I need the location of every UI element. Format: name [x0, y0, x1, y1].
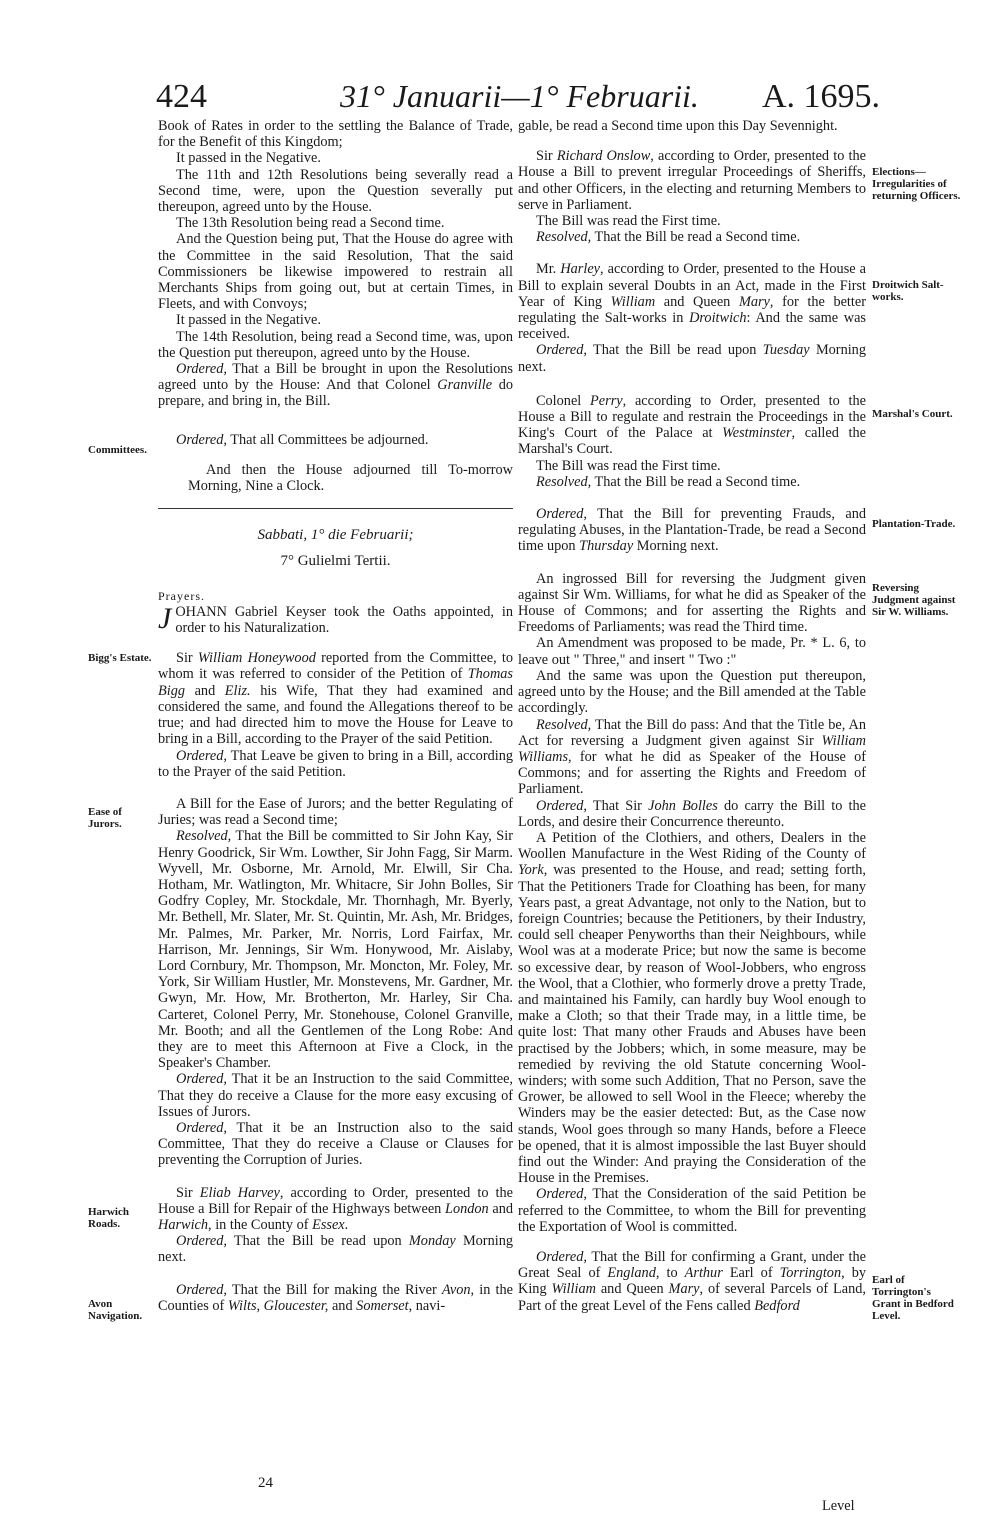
paragraph: Ordered, That the Bill for confirming a Grant, under the Great Seal of England, to Arthur Earl of Torrington, by King William and Queen Mary, of several Parcels of Land, Part of the great Level of the Fens called Bedford	[518, 1249, 867, 1314]
adjournment: And then the House adjourned till To-morrow Morning, Nine a Clock.	[188, 461, 513, 495]
paragraph: And the Question being put, That the House do agree with the Committee in the said Resolution, That the said Commissioners be likewise impowered to restrain all Merchants Ships from going out, but at certain Times, in Fleets, and with Convoys;	[158, 231, 513, 313]
paragraph: An Amendment was proposed to be made, Pr. * L. 6, to leave out " Three," and insert " Two :"	[518, 635, 866, 668]
paragraph: It passed in the Negative.	[176, 150, 321, 167]
paragraph: An ingrossed Bill for reversing the Judgment given against Sir Wm. Williams, for what he did as Speaker of the House of Commons; and for asserting the Rights and Freedoms of Parliaments; was read the Third time.	[518, 570, 866, 636]
paragraph: The 14th Resolution, being read a Second time, was, upon the Question put thereupon, agreed unto by the House.	[158, 328, 513, 361]
paragraph: Ordered, That all Committees be adjourned.	[176, 431, 429, 448]
paragraph: The 13th Resolution being read a Second time.	[176, 215, 445, 232]
page-header	[150, 70, 880, 122]
right-column	[518, 118, 866, 1314]
paragraph: Resolved, That the Bill be committed to Sir John Kay, Sir Henry Goodrick, Sir Wm. Lowther, Sir John Fagg, Sir Marm. Wyvell, Mr. Osborne, Mr. Arnold, Mr. Elwill, Sir Cha. Hotham, Mr. Watlington, Mr. Whitacre, Sir John Bolles, Sir Godfry Copley, Mr. Stockdale, Mr. Thornhagh, Mr. Byerly, Mr. Bethell, Mr. Slater, Mr. St. Quintin, Mr. Ash, Mr. Bridges, Mr. Palmes, Mr. Parker, Mr. Norris, Lord Fairfax, Mr. Harrison, Mr. Jennings, Sir Wm. Honywood, Mr. Aislaby, Lord Cornbury, Mr. Thompson, Mr. Moncton, Mr. Foley, Mr. York, Sir William Hustler, Mr. Monstevens, Mr. Gardner, Mr. Gwyn, Mr. How, Mr. Brotherton, Mr. Harley, Sir Cha. Carteret, Colonel Perry, Mr. Stonehouse, Colonel Granville, Mr. Booth; and all the Gentlemen of the Long Robe: And they are to meet this Afternoon at Five a Clock, in the Speaker's Chamber.	[158, 828, 513, 1072]
paragraph: Ordered, That Leave be given to bring in a Bill, according to the Prayer of the said Petition.	[158, 747, 513, 780]
paragraph: Ordered, That the Bill for making the River Avon, in the Counties of Wilts, Gloucester, and Somerset, navi-	[158, 1281, 513, 1314]
section-divider	[158, 508, 513, 509]
paragraph: Ordered, That it be an Instruction also to the said Committee, That they do receive a Clause or Clauses for preventing the Corruption of Juries.	[158, 1119, 513, 1169]
paragraph: Book of Rates in order to the settling the Balance of Trade, for the Benefit of this Kingdom;	[158, 118, 513, 151]
signature-mark: 24	[258, 1475, 273, 1491]
page-number: 424	[156, 78, 207, 115]
catchword: Level	[822, 1498, 855, 1514]
paragraph: Sir William Honeywood reported from the Committee, to whom it was referred to consider of the Petition of Thomas Bigg and Eliz. his Wife, That they had examined and considered the same, and found the Allegations thereof to be true; and had directed him to move the House for Leave to bring in a Bill, according to the Prayer of the said Petition.	[158, 650, 513, 748]
page-year: A. 1695.	[761, 78, 880, 115]
paragraph: A Petition of the Clothiers, and others, Dealers in the Woollen Manufacture in the West Riding of the County of York, was presented to the House, and read; setting forth, That the Petitioners Trade for Cloathing has been, for many Years past, a great Advantage, not only to the Nation, but to foreign Countries; because the Petitioners, by their Industry, could sell cheaper Penyworths than their Neighbours, while Wool was at a moderate Price; but now the same is become so excessive dear, by reason of Wool-Jobbers, who engross the Wool, that a Clothier, who formerly drove a pretty Trade, and maintained his Family, can hardly buy Wool enough to make a Cloth; so that their Trade may, in a little time, be quite lost: That many other Frauds and Abuses have been practised by the Jobbers; which, in some measure, may be remedied by reviving the old Statute concerning Wool-winders; with some such Addition, That no Person, save the Grower, be allowed to sell Wool in the Fleece; whereby the Winders may be the easier detected: But, as the Case now stands, Wool goes through so many Hands, before a Fleece be opened, that it is almost impossible the last Buyer should find out the Winder: And praying the Consideration of the House in the Premises.	[518, 829, 866, 1187]
paragraph: And the same was upon the Question put thereupon, agreed unto by the House; and the Bill amended at the Table accordingly.	[518, 667, 866, 717]
paragraph: It passed in the Negative.	[176, 312, 321, 329]
margin-note-ease-of-jurors: Ease of Jurors.	[88, 806, 122, 830]
paragraph: The 11th and 12th Resolutions being severally read a Second time, were, upon the Question severally put thereupon, agreed unto by the House.	[158, 166, 513, 216]
sitting-date: Sabbati, 1° die Februarii;	[257, 527, 414, 544]
paragraph: Resolved, That the Bill do pass: And that the Title be, An Act for reversing a Judgment given against Sir William Williams, for what he did as Speaker of the House of Commons; and for asserting the Rights and Freedom of Parliament.	[518, 716, 866, 798]
paragraph: Ordered, That the Bill be read upon Tuesday Morning next.	[518, 342, 866, 375]
paragraph: The Bill was read the First time.	[536, 213, 721, 230]
margin-note-harwich-roads: Harwich Roads.	[88, 1206, 129, 1230]
paragraph: Sir Richard Onslow, according to Order, presented to the House a Bill to prevent irregular Proceedings of Sheriffs, and other Officers, in the electing and returning Members to serve in Parliament.	[518, 148, 866, 213]
margin-note-droitwich: Droitwich Salt-works.	[872, 279, 944, 303]
margin-note-plantation-trade: Plantation-Trade.	[872, 518, 956, 530]
paragraph: Ordered, That Sir John Bolles do carry the Bill to the Lords, and desire their Concurrence thereunto.	[518, 797, 866, 830]
paragraph: Ordered, That it be an Instruction to the said Committee, That they do receive a Clause for the more easy excusing of Issues of Jurors.	[158, 1071, 513, 1120]
paragraph: A Bill for the Ease of Jurors; and the better Regulating of Juries; was read a Second time;	[158, 795, 513, 829]
paragraph: Colonel Perry, according to Order, presented to the House a Bill to regulate and restrain the Proceedings in the King's Court of the Palace at Westminster, called the Marshal's Court.	[518, 392, 866, 458]
regnal-year: 7° Gulielmi Tertii.	[280, 553, 391, 570]
paragraph: Resolved, That the Bill be read a Second time.	[536, 473, 801, 490]
margin-note-earl-torrington: Earl of Torrington's Grant in Bedford Level.	[872, 1274, 954, 1322]
margin-note-elections: Elections—Irregularities of returning Officers.	[872, 166, 961, 202]
margin-note-marshals-court: Marshal's Court.	[872, 408, 953, 420]
prayers-heading: Prayers.	[158, 588, 205, 603]
paragraph: Ordered, That the Bill for preventing Frauds, and regulating Abuses, in the Plantation-Trade, be read a Second time upon Thursday Morning next.	[518, 506, 866, 555]
margin-note-avon-navigation: Avon Navigation.	[88, 1298, 143, 1322]
paragraph: Ordered, That the Bill be read upon Monday Morning next.	[158, 1233, 513, 1266]
left-column	[158, 118, 513, 1314]
paragraph: JOHANN Gabriel Keyser took the Oaths appointed, in order to his Naturalization.	[158, 601, 513, 637]
margin-note-committees: Committees.	[88, 444, 147, 456]
paragraph: Mr. Harley, according to Order, presented to the House a Bill to explain several Doubts in an Act, made in the First Year of King William and Queen Mary, for the better regulating the Salt-works in Droitwich: And the same was received.	[518, 261, 866, 343]
paragraph: The Bill was read the First time.	[536, 457, 721, 474]
paragraph: Ordered, That the Consideration of the said Petition be referred to the Committee, to whom the Bill for preventing the Exportation of Wool is committed.	[518, 1186, 866, 1235]
paragraph: gable, be read a Second time upon this Day Sevennight.	[518, 118, 838, 134]
paragraph: Resolved, That the Bill be read a Second time.	[536, 229, 801, 246]
margin-note-biggs-estate: Bigg's Estate.	[88, 652, 152, 664]
margin-note-reversing-judgment: Reversing Judgment against Sir W. Williams.	[872, 582, 956, 618]
page-title: 31° Januarii—1° Februarii.	[340, 78, 699, 114]
paragraph: Ordered, That a Bill be brought in upon the Resolutions agreed unto by the House: And that Colonel Granville do prepare, and bring in, the Bill.	[158, 361, 513, 410]
paragraph: Sir Eliab Harvey, according to Order, presented to the House a Bill for Repair of the Highways between London and Harwich, in the County of Essex.	[158, 1184, 514, 1233]
